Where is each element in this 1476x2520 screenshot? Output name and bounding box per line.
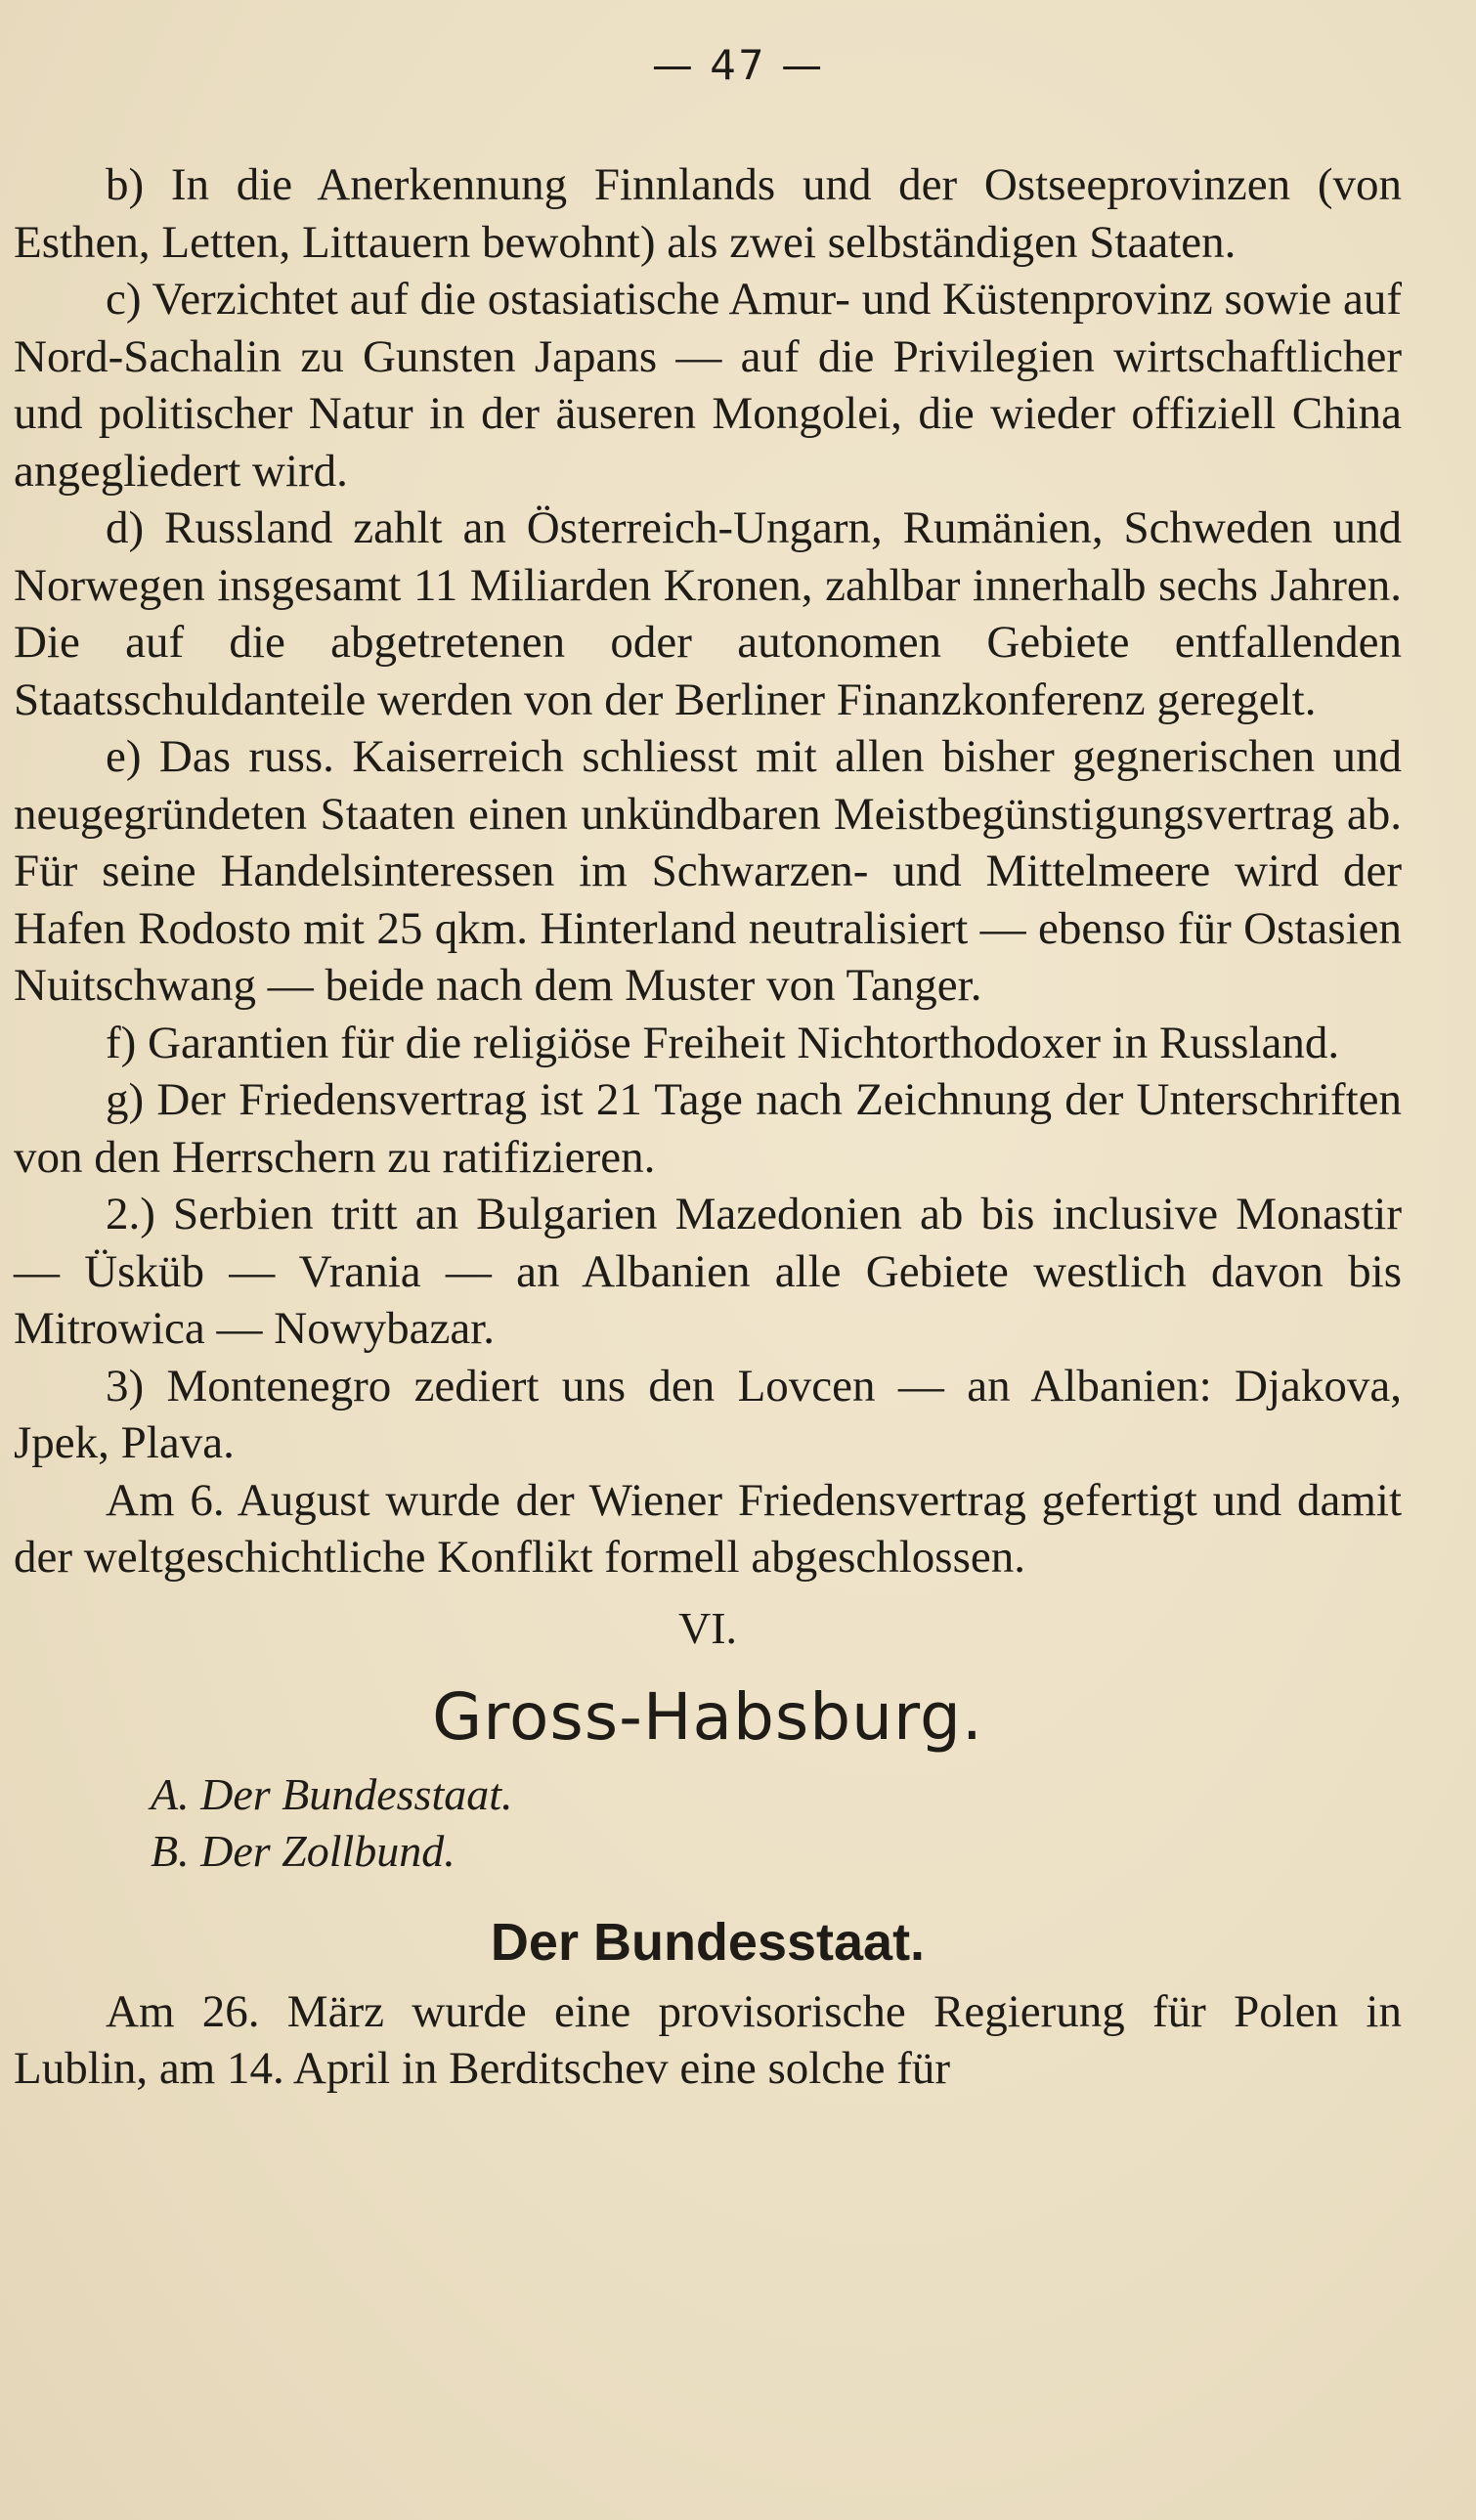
paragraph-d: d) Russland zahlt an Österreich-Ungarn, Rumänien, Schweden und Norwegen insgesamt 11 Miliarden Kronen, zahlbar innerhalb sechs Jahren. Die auf die abgetretenen oder autonomen Gebiete entfallenden Staatsschuldanteile werden von der Berliner Finanzkonferenz geregelt.	[14, 502, 1402, 725]
page-number: — 47 —	[651, 41, 825, 89]
paragraph-f: f) Garantien für die religiöse Freiheit Nichtorthodoxer in Russland.	[106, 1017, 1340, 1068]
subheading: Der Bundesstaat.	[490, 1912, 926, 1972]
subsection-a: A. Der Bundesstaat.	[151, 1768, 513, 1819]
paragraph-bundesstaat: Am 26. März wurde eine provisorische Regierung für Polen in Lublin, am 14. April in Berditschev eine solche für	[14, 1985, 1402, 2094]
paragraph-friedensvertrag: Am 6. August wurde der Wiener Friedensvertrag gefertigt und damit der weltgeschichtliche Konflikt formell abgeschlossen.	[14, 1474, 1402, 1583]
paragraph-e: e) Das russ. Kaiserreich schliesst mit allen bisher gegnerischen und neugegründeten Staaten einen unkündbaren Meistbegünstigungsvertrag ab. Für seine Handelsinteressen im Schwarzen- und Mittelmeere wird der Hafen Rodosto mit 25 qkm. Hinterland neutralisiert — ebenso für Ostasien Nuitschwang — beide nach dem Muster von Tanger.	[14, 731, 1402, 1011]
paragraph-g: g) Der Friedensvertrag ist 21 Tage nach Zeichnung der Unterschriften von den Herrschern zu ratifizieren.	[14, 1074, 1402, 1183]
page-body	[14, 156, 1402, 2098]
paragraph-montenegro: 3) Montenegro zediert uns den Lovcen — an Albanien: Djakova, Jpek, Plava.	[14, 1360, 1402, 1468]
chapter-title: Gross-Habsburg.	[432, 1678, 983, 1755]
paragraph-b: b) In die Anerkennung Finnlands und der Ostseeprovinzen (von Esthen, Letten, Littauern bewohnt) als zwei selbständigen Staaten.	[14, 159, 1402, 268]
section-number: VI.	[677, 1602, 738, 1653]
paragraph-c: c) Verzichtet auf die ostasiatische Amur- und Küstenprovinz sowie auf Nord-Sachalin zu Gunsten Japans — auf die Privilegien wirtschaftlicher und politischer Natur in der äuseren Mongolei, die wieder offiziell China angegliedert wird.	[14, 274, 1402, 497]
subsection-b: B. Der Zollbund.	[151, 1825, 456, 1876]
paragraph-serbien: 2.) Serbien tritt an Bulgarien Mazedonien ab bis inclusive Monastir — Üsküb — Vrania — an Albanien alle Gebiete westlich davon bis Mitrowica — Nowybazar.	[14, 1189, 1402, 1354]
